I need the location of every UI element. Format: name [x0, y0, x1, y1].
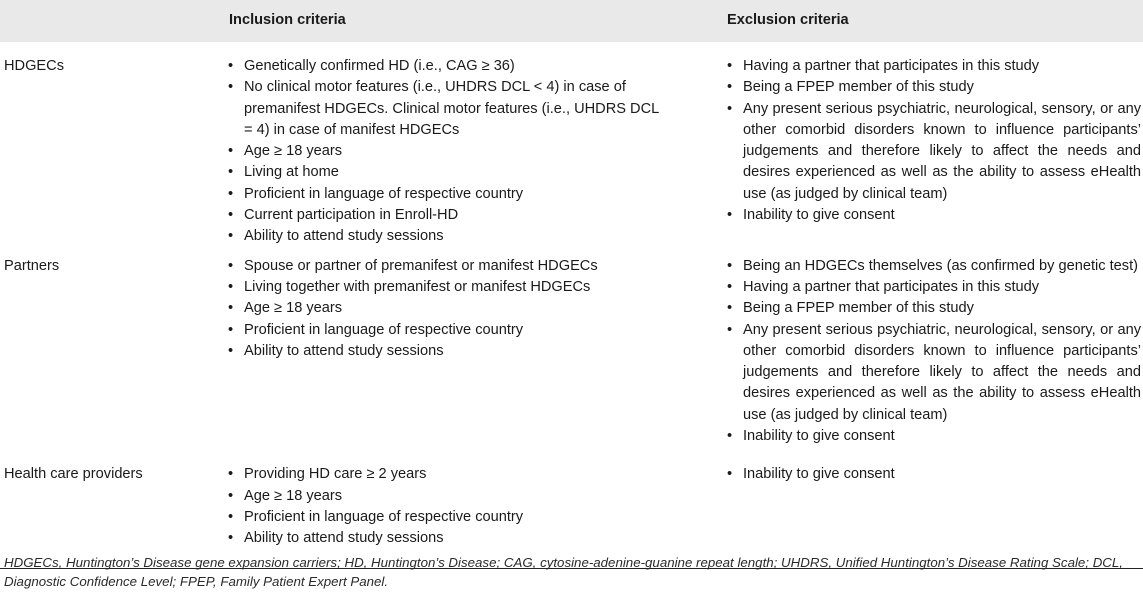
header-exclusion: Exclusion criteria: [725, 0, 1143, 42]
list-item: • Living together with premanifest or manifest HDGECs: [226, 277, 669, 298]
list-item: • Genetically confirmed HD (i.e., CAG ≥ 36): [226, 56, 669, 77]
list-item: • Having a partner that participates in this study: [725, 277, 1141, 298]
table-body: [0, 42, 1143, 568]
table-header: [0, 0, 1143, 42]
list-item: • Age ≥ 18 years: [226, 486, 669, 507]
list-item: • Inability to give consent: [725, 205, 1141, 226]
group-label: HDGECs: [4, 58, 64, 74]
list-item: • Being an HDGECs themselves (as confirmed by genetic test): [725, 256, 1141, 277]
list-item: • Any present serious psychiatric, neurological, sensory, or any other comorbid disorders known to influence participants’ judgements and therefore likely to affect the needs and desires experienced as well as the ability to assess eHealth use (as judged by clinical team): [725, 99, 1141, 205]
list-item: • Age ≥ 18 years: [226, 298, 669, 319]
exclusion-list: [725, 256, 1143, 448]
list-item: • Proficient in language of respective country: [226, 507, 669, 528]
inclusion-list: [226, 56, 725, 248]
group-label: Health care providers: [0, 461, 225, 568]
inclusion-cell: [225, 42, 725, 256]
list-item: • Proficient in language of respective country: [226, 184, 669, 205]
list-item: • No clinical motor features (i.e., UHDRS DCL < 4) in case of premanifest HDGECs. Clinical motor features (i.e., UHDRS DCL = 4) in case of manifest HDGECs: [226, 77, 669, 141]
list-item: • Inability to give consent: [725, 426, 1141, 447]
list-item: • Any present serious psychiatric, neurological, sensory, or any other comorbid disorders known to influence participants’ judgements and therefore likely to affect the needs and desires experienced as well as the ability to assess eHealth use (as judged by clinical team): [725, 320, 1141, 426]
exclusion-cell: [725, 42, 1143, 256]
list-item: • Age ≥ 18 years: [226, 141, 669, 162]
list-item: • Ability to attend study sessions: [226, 341, 669, 362]
list-item: • Having a partner that participates in this study: [725, 56, 1141, 77]
exclusion-list: [725, 464, 1143, 485]
list-item: • Proficient in language of respective country: [226, 320, 669, 341]
list-item: • Spouse or partner of premanifest or manifest HDGECs: [226, 256, 669, 277]
header-row: [0, 0, 1143, 42]
inclusion-list: [226, 256, 725, 362]
table-footnote: HDGECs, Huntington’s Disease gene expansion carriers; HD, Huntington’s Disease; CAG, cytosine-adenine-guanine repeat length; UHDRS, Unified Huntington’s Disease Rating Scale; DCL, Diagnostic Confidence Level; FPEP, Family Patient Expert Panel.: [4, 555, 1123, 589]
inclusion-cell: [225, 256, 725, 462]
group-label: Partners: [4, 257, 60, 274]
list-item: • Ability to attend study sessions: [226, 528, 669, 549]
exclusion-list: [725, 56, 1143, 226]
exclusion-cell: [725, 256, 1143, 462]
list-item: • Providing HD care ≥ 2 years: [226, 464, 669, 485]
table-row-partners: [0, 256, 1143, 462]
table-row-hdgecs: [0, 42, 1143, 256]
list-item: • Ability to attend study sessions: [226, 226, 669, 247]
list-item: • Being a FPEP member of this study: [725, 298, 1141, 319]
list-item: • Being a FPEP member of this study: [725, 77, 1141, 98]
list-item: • Inability to give consent: [725, 464, 1141, 485]
header-inclusion: Inclusion criteria: [225, 0, 725, 42]
list-item: • Current participation in Enroll-HD: [226, 205, 669, 226]
list-item: • Living at home: [226, 162, 669, 183]
header-group-cell: [0, 0, 225, 42]
inclusion-list: [226, 464, 725, 549]
